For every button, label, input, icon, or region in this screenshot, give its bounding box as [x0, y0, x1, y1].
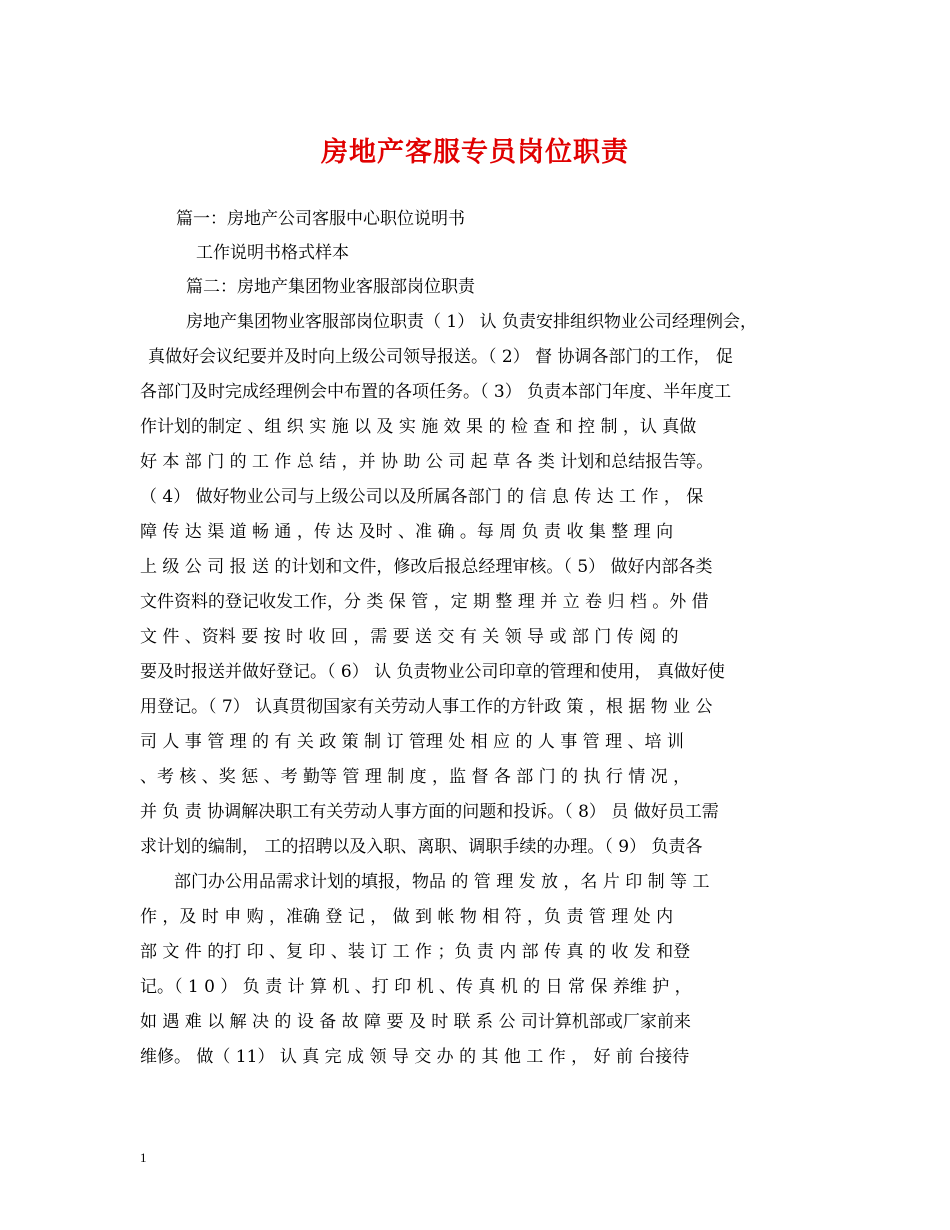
body-line: 记。（ 1 0 ） 负 责 计 算 机 、打 印 机 、传 真 机 的 日 常 保 养维 护 ，	[140, 977, 692, 997]
body-line: （ 4） 做好物业公司与上级公司以及所属各部门 的 信 息 传 达 工 作 ， 保	[140, 487, 704, 507]
body-line: 作计划的制定 、组 织 实 施 以 及 实 施 效 果 的 检 查 和 控 制 ，认 真做	[140, 417, 697, 437]
body-line: 好 本 部 门 的 工 作 总 结 ，并 协 助 公 司 起 草 各 类 计划和总结报告等。	[140, 452, 714, 472]
body-line: 、考 核 、奖 惩 、考 勤等 管 理 制 度 ，监 督 各 部 门 的 执 行 情 况 ，	[140, 767, 691, 787]
body-line: 各部门及时完成经理例会中布置的各项任务。（ 3） 负责本部门年度、半年度工	[140, 382, 732, 402]
body-line: 如 遇 难 以 解 决 的 设 备 故 障 要 及 时 联 系 公 司计算机部或厂家前来	[140, 1012, 691, 1032]
body-line: 真做好会议纪要并及时向上级公司领导报送。（ 2） 督 协调各部门的工作， 促	[148, 347, 733, 367]
body-line: 障 传 达 渠 道 畅 通 ，传 达 及时 、准 确 。每 周 负 责 收 集 整 理 向	[140, 522, 674, 542]
body-line: 求计划的编制， 工的招聘以及入职、离职、调职手续的办理。（ 9） 负责各	[140, 837, 703, 857]
body-line: 要及时报送并做好登记。（ 6） 认 负责物业公司印章的管理和使用， 真做好使	[140, 662, 725, 682]
toc-item: 篇一：房地产公司客服中心职位说明书	[176, 209, 465, 229]
body-line: 文 件 、资料 要 按 时 收 回 ，需 要 送 交 有 关 领 导 或 部 门 传 阅 的	[140, 627, 679, 647]
body-line: 维修。 做（ 11） 认 真 完 成 领 导 交 办 的 其 他 工 作 ， 好 前 台接待	[140, 1047, 690, 1067]
body-line: 部门办公用品需求计划的填报，物品 的 管 理 发 放 ，名 片 印 制 等 工	[174, 872, 710, 892]
body-line: 司 人 事 管 理 的 有 关 政 策 制 订 管理 处 相 应 的 人 事 管 理 、培 训	[140, 732, 684, 752]
body-line: 部 文 件 的打 印 、复 印 、装 订 工 作 ；负 责 内 部 传 真 的 收 发 和登	[140, 942, 691, 962]
page-number: 1	[140, 1150, 147, 1165]
body-line: 房地产集团物业客服部岗位职责（ 1） 认 负责安排组织物业公司经理例会，	[186, 312, 758, 332]
body-line: 并 负 责 协调解决职工有关劳动人事方面的问题和投诉。（ 8） 员 做好员工需	[140, 802, 719, 822]
toc-item: 篇二：房地产集团物业客服部岗位职责	[186, 277, 475, 297]
toc-item: 工作说明书格式样本	[196, 243, 349, 263]
body-line: 文件资料的登记收发工作，分 类 保 管 ，定 期 整 理 并 立 卷 归 档 。外 借	[140, 592, 709, 612]
page-title: 房地产客服专员岗位职责	[321, 137, 629, 168]
body-line: 作 ，及 时 申 购 ，准确 登 记 ， 做 到 帐 物 相 符 ，负 责 管 理 处 内	[140, 907, 674, 927]
body-line: 上 级 公 司 报 送 的计划和文件，修改后报总经理审核。（ 5） 做好内部各类	[140, 557, 713, 577]
body-line: 用登记。（ 7） 认真贯彻国家有关劳动人事工作的方针政 策 ，根 据 物 业 公	[140, 697, 713, 717]
